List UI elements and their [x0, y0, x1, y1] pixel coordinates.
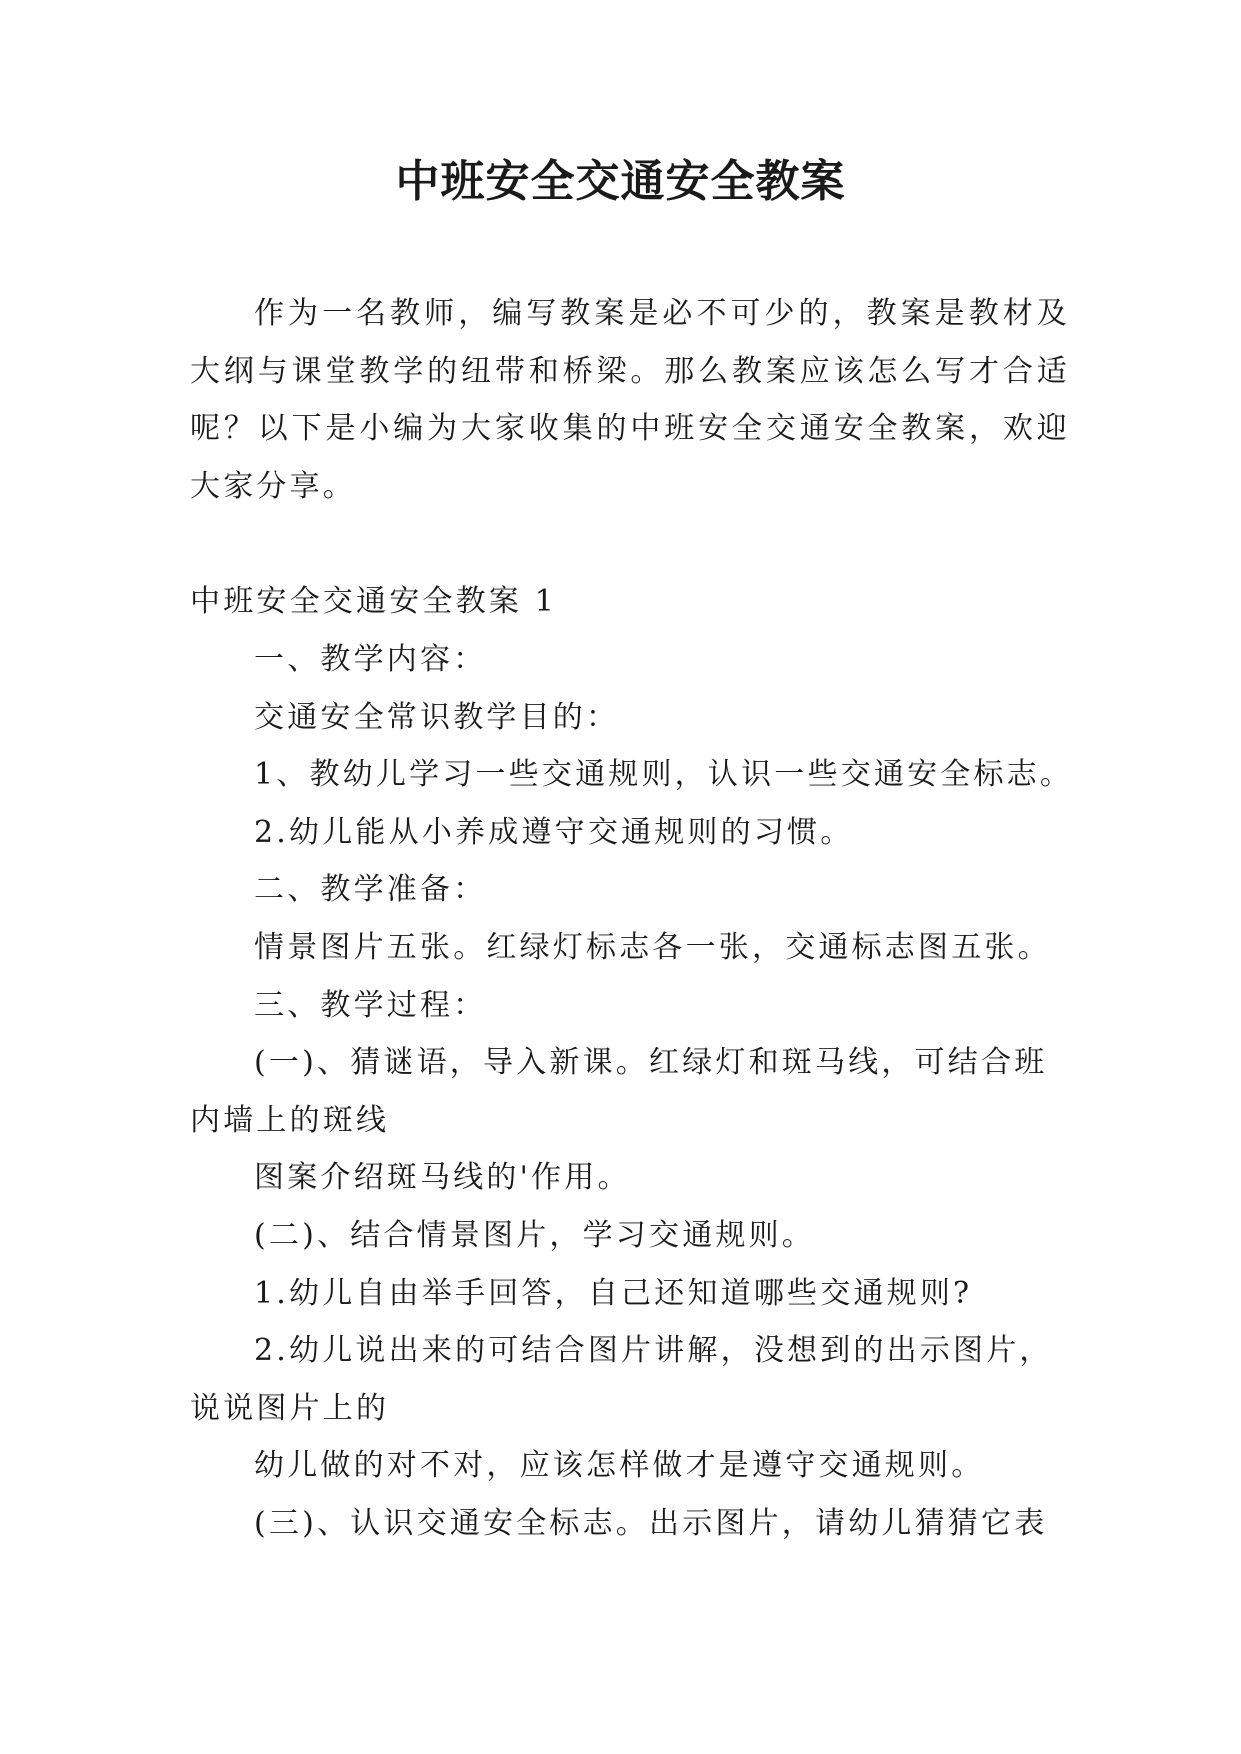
text-line: 2.幼儿说出来的可结合图片讲解，没想到的出示图片，: [254, 1333, 1053, 1369]
section-heading: 中班安全交通安全教案 1: [190, 584, 558, 620]
text-line: 情景图片五张。红绿灯标志各一张，交通标志图五张。: [254, 929, 1051, 965]
text-line: (二)、结合情景图片，学习交通规则。: [254, 1217, 816, 1253]
paragraph-spacer: [190, 515, 1070, 573]
text-line: (三)、认识交通安全标志。出示图片，请幼儿猜猜它表: [254, 1505, 1048, 1541]
text-line: 图案介绍斑马线的'作用。: [254, 1160, 631, 1196]
text-line: 内墙上的斑线: [190, 1102, 390, 1138]
document-body: [190, 285, 1074, 1552]
text-line: 1、教幼儿学习一些交通规则，认识一些交通安全标志。: [254, 757, 1074, 793]
text-line: 说说图片上的: [190, 1390, 390, 1426]
document-title: 中班安全交通安全教案: [395, 156, 846, 207]
text-line: 二、教学准备：: [254, 872, 487, 908]
text-line: 1.幼儿自由举手回答，自己还知道哪些交通规则?: [254, 1275, 973, 1311]
text-line: (一)、猜谜语，导入新课。红绿灯和斑马线，可结合班: [254, 1045, 1048, 1081]
text-line: 一、教学内容：: [254, 641, 487, 677]
text-line: 三、教学过程：: [254, 987, 487, 1023]
text-line: 幼儿做的对不对，应该怎样做才是遵守交通规则。: [254, 1448, 985, 1484]
text-line: 交通安全常识教学目的：: [254, 699, 620, 735]
intro-paragraph: 作为一名教师，编写教案是必不可少的，教案是教材及大纲与课堂教学的纽带和桥梁。那么教案应该怎么写才合适呢？以下是小编为大家收集的中班安全交通安全教案，欢迎大家分享。: [190, 296, 1070, 504]
text-line: 2.幼儿能从小养成遵守交通规则的习惯。: [254, 814, 854, 850]
